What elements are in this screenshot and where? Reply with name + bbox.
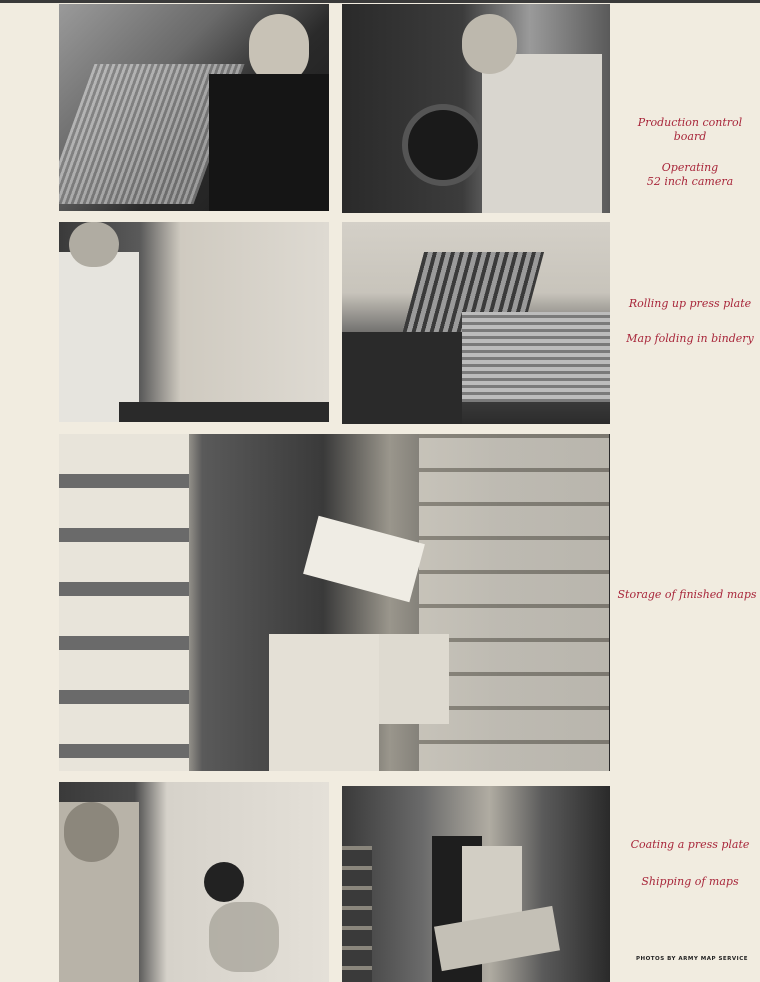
caption-map-folding: Map folding in bindery	[626, 332, 754, 345]
photo-credit: PHOTOS BY ARMY MAP SERVICE	[636, 956, 748, 962]
storage-maps-photo	[59, 434, 610, 771]
operating-camera-photo	[342, 4, 610, 213]
caption-coating-press-plate: Coating a press plate	[630, 838, 750, 851]
caption-storage-maps: Storage of finished maps	[617, 588, 757, 601]
production-control-board-photo	[59, 4, 329, 211]
caption-shipping-maps: Shipping of maps	[641, 875, 739, 888]
rolling-press-plate-photo	[59, 222, 329, 422]
caption-operating-camera: Operating 52 inch camera	[646, 161, 734, 188]
caption-rolling-press-plate: Rolling up press plate	[628, 297, 752, 310]
caption-production-control-board: Production control board	[637, 116, 743, 143]
shipping-maps-photo	[342, 786, 610, 982]
map-folding-photo	[342, 222, 610, 424]
top-rule	[0, 0, 760, 3]
coating-press-plate-photo	[59, 782, 329, 982]
